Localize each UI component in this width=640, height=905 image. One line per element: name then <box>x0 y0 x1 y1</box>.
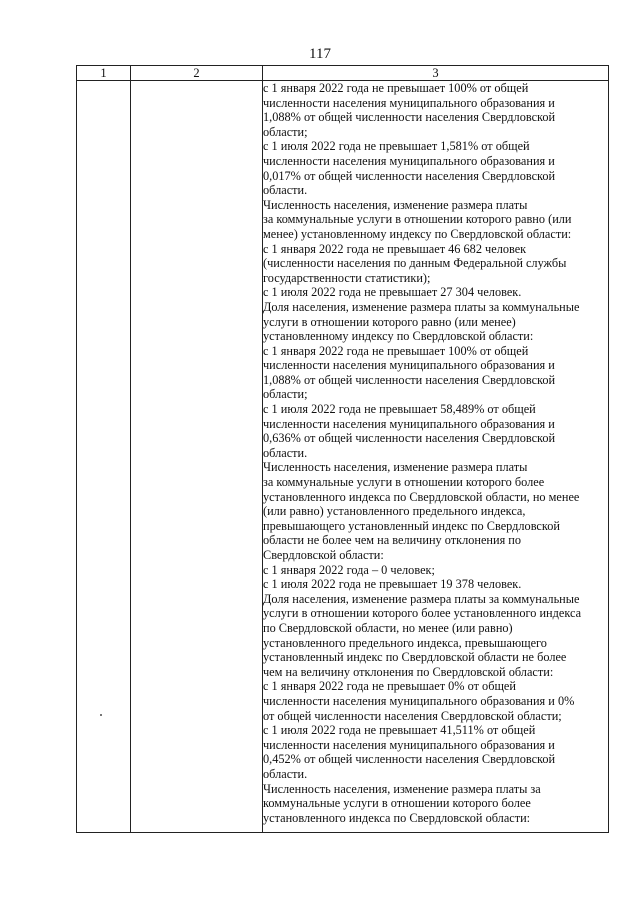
text-line: установленного индекса по Свердловской области, но менее <box>263 489 580 504</box>
text-line: установленного индекса по Свердловской области: <box>263 810 531 825</box>
document-table <box>76 65 609 833</box>
text-line: с 1 июля 2022 года не превышает 19 378 человек. <box>263 577 522 592</box>
text-line: установленному индексу по Свердловской области: <box>263 329 534 344</box>
text-line: численности населения муниципального образования и <box>263 416 555 431</box>
text-line: Свердловской области: <box>263 548 384 562</box>
text-line: с 1 июля 2022 года не превышает 58,489% от общей <box>263 402 536 417</box>
text-line: Доля населения, изменение размера платы за коммунальные <box>263 591 580 606</box>
page-number: 117 <box>309 46 331 62</box>
column-header-3: 3 <box>263 66 609 81</box>
text-line: численности населения муниципального образования и <box>263 358 555 373</box>
text-line: Доля населения, изменение размера платы за коммунальные <box>263 299 580 314</box>
text-line: области. <box>263 445 308 460</box>
text-line: области; <box>263 124 308 139</box>
cell-col-3 <box>263 81 609 833</box>
text-line: 1,088% от общей численности населения Свердловской <box>263 110 556 125</box>
cell-col-2 <box>131 81 263 833</box>
text-line: 0,017% от общей численности населения Свердловской <box>263 168 556 183</box>
text-line: (или равно) установленного предельного индекса, <box>263 504 526 519</box>
text-line: превышающего установленный индекс по Свердловской <box>263 518 560 533</box>
text-line: области. <box>263 183 308 198</box>
text-line: государственности статистики); <box>263 270 431 285</box>
text-line: от общей численности населения Свердловской области; <box>263 708 562 723</box>
text-line: (численности населения по данным Федеральной службы <box>263 256 567 271</box>
text-line: за коммунальные услуги в отношении которого равно (или <box>263 212 572 227</box>
text-line: услуги в отношении которого более установленного индекса <box>263 606 582 621</box>
text-line: области не более чем на величину отклонения по <box>263 533 522 548</box>
text-line: области. <box>263 766 308 781</box>
text-line: области; <box>263 387 308 402</box>
text-line: чем на величину отклонения по Свердловской области: <box>263 664 554 679</box>
text-line: с 1 июля 2022 года не превышает 1,581% от общей <box>263 139 530 154</box>
text-line: с 1 января 2022 года не превышает 0% от общей <box>263 679 516 694</box>
table-header-row <box>77 66 609 81</box>
text-line: установленный индекс по Свердловской области не более <box>263 650 567 665</box>
text-line: коммунальные услуги в отношении которого более <box>263 796 531 811</box>
text-line: 1,088% от общей численности населения Свердловской <box>263 372 556 387</box>
text-line: по Свердловской области, но менее (или равно) <box>263 620 513 635</box>
text-block <box>263 81 608 825</box>
text-line: Численность населения, изменение размера платы <box>263 460 528 475</box>
column-header-2: 2 <box>131 66 263 81</box>
column-header-1: 1 <box>77 66 131 81</box>
text-line: с 1 июля 2022 года не превышает 27 304 человек. <box>263 285 522 300</box>
text-line: 0,452% от общей численности населения Свердловской <box>263 752 556 767</box>
text-line: численности населения муниципального образования и <box>263 737 555 752</box>
text-line: с 1 января 2022 года не превышает 46 682 человек <box>263 241 527 256</box>
text-line: численности населения муниципального образования и 0% <box>263 693 575 708</box>
scan-speck <box>100 714 102 716</box>
text-line: с 1 января 2022 года не превышает 100% от общей <box>263 81 529 95</box>
text-line: установленного предельного индекса, превышающего <box>263 635 547 650</box>
text-line: с 1 января 2022 года не превышает 100% от общей <box>263 343 529 358</box>
text-line: численности населения муниципального образования и <box>263 95 555 110</box>
text-line: 0,636% от общей численности населения Свердловской <box>263 431 556 446</box>
text-line: за коммунальные услуги в отношении которого более <box>263 475 545 490</box>
text-line: услуги в отношении которого равно (или менее) <box>263 314 516 329</box>
text-line: менее) установленному индексу по Свердловской области: <box>263 226 572 241</box>
text-line: с 1 июля 2022 года не превышает 41,511% от общей <box>263 723 536 738</box>
text-line: с 1 января 2022 года – 0 человек; <box>263 562 435 577</box>
text-line: численности населения муниципального образования и <box>263 153 555 168</box>
cell-col-1 <box>77 81 131 833</box>
text-line: Численность населения, изменение размера платы <box>263 197 528 212</box>
text-line: Численность населения, изменение размера платы за <box>263 781 541 796</box>
table-row <box>77 81 609 833</box>
